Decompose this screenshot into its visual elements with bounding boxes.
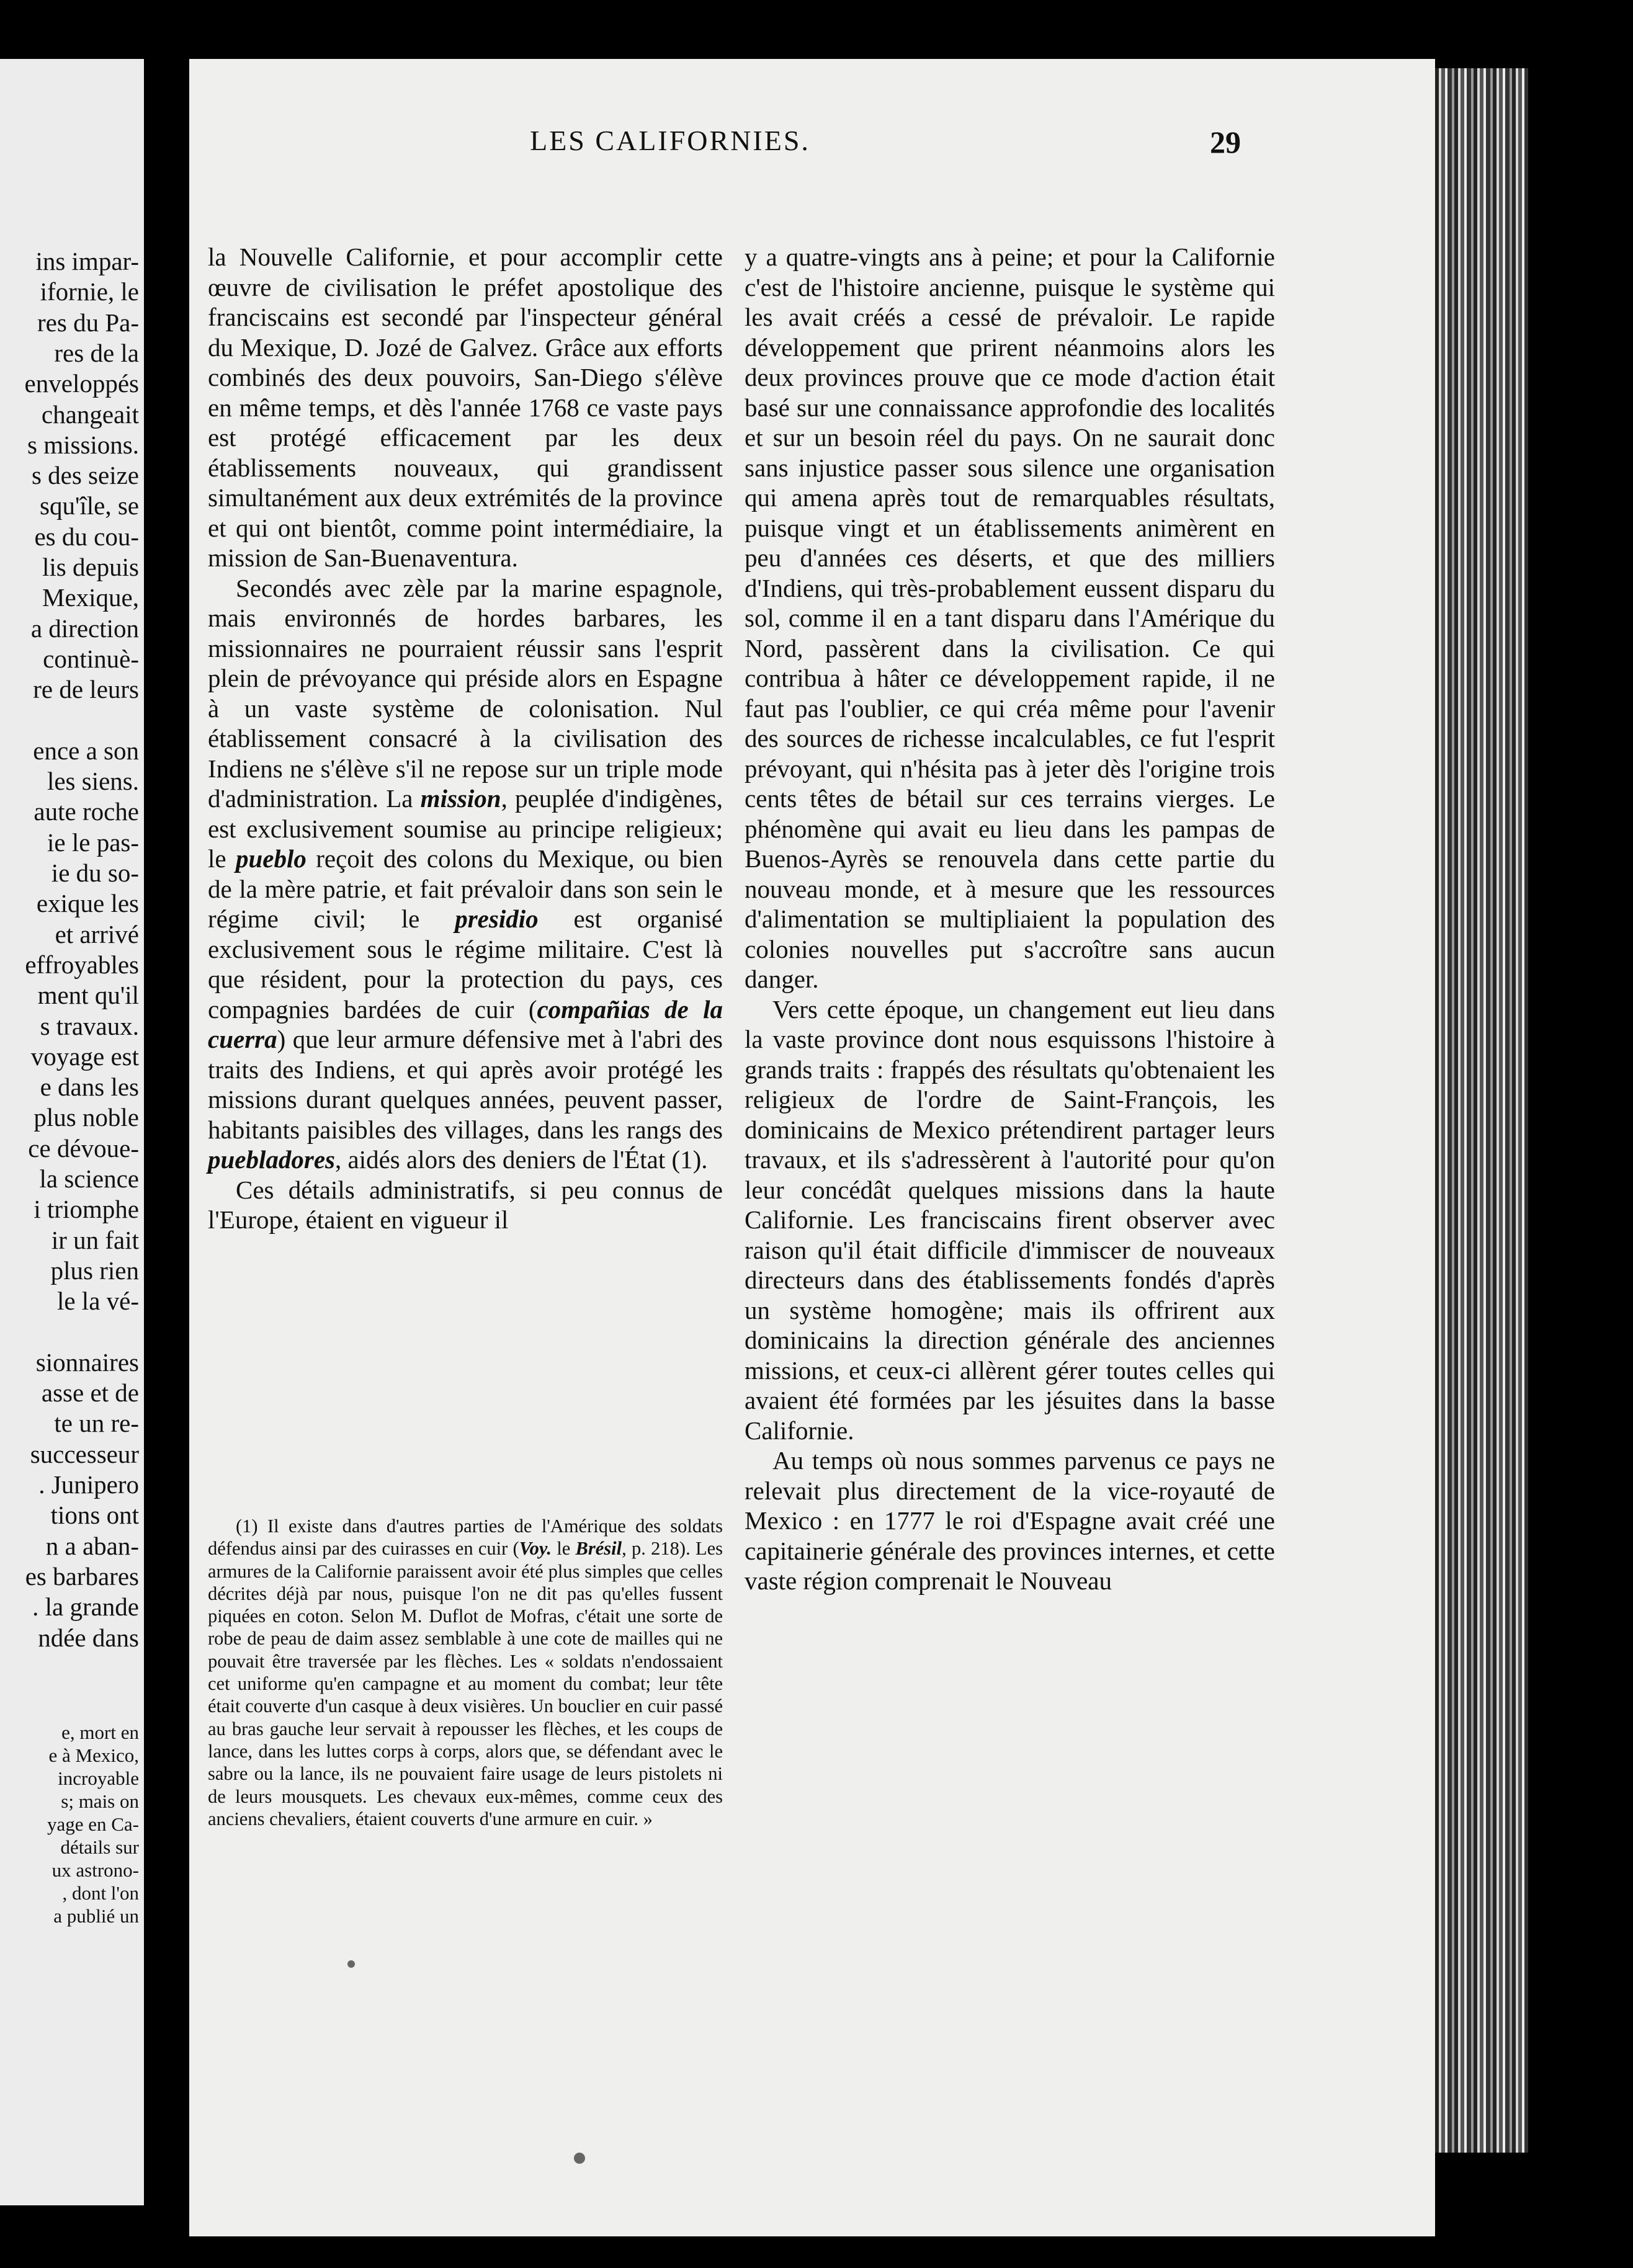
paragraph: Au temps où nous sommes parvenus ce pays ne relevait plus directement de la vice-royauté de Mexico : en 1777 le roi d'Espagne avait créé une capitainerie générale des provinces internes, et cette vaste région comprenait le Nouveau	[745, 1446, 1275, 1595]
left-page-line: es barbares	[25, 1561, 139, 1591]
left-page-line: voyage est	[30, 1042, 139, 1071]
footnote	[208, 1515, 723, 1830]
left-page-line: les siens.	[47, 767, 139, 796]
left-page-line: es du cou-	[34, 522, 139, 551]
left-page-note-line: , dont l'on	[62, 1882, 139, 1904]
left-page-line: ir un fait	[51, 1225, 139, 1254]
left-page-line: s travaux.	[40, 1011, 139, 1040]
left-page-line: ndée dans	[38, 1623, 139, 1652]
left-page-line: i triomphe	[34, 1195, 139, 1224]
left-page-line: tions ont	[50, 1501, 139, 1530]
paragraph: Vers cette époque, un changement eut lieu dans la vaste province dont nous esquissons l'histoire à grands traits : frappés des résultats qu'obtenaient les religieux de l'ordre de Saint-François, les dominicains de Mexico prétendirent partager leurs travaux, et ils s'adressèrent à l'autorité pour qu'on leur concédât quelques missions dans la haute Californie. Les franciscains firent observer avec raison qu'il était difficile d'immiscer de nouveaux directeurs dans des établissements fondés d'après un système homogène; mais ils offrirent aux dominicains la direction générale des anciennes missions, et ceux-ci allèrent gérer toutes celles qui avaient été formées par les jésuites dans la basse Californie.	[745, 994, 1275, 1445]
left-facing-page	[0, 59, 144, 2205]
left-page-line: ence a son	[33, 736, 139, 765]
left-page-line: ie le pas-	[47, 828, 139, 857]
text-column-left	[208, 242, 723, 1235]
text-column-right	[745, 242, 1275, 1596]
left-page-line: e dans les	[40, 1073, 139, 1102]
left-page-line: sionnaires	[35, 1347, 139, 1377]
left-page-line: re de leurs	[33, 675, 139, 704]
left-page-note-line: yage en Ca-	[47, 1813, 139, 1835]
left-page-line: continuè-	[43, 644, 139, 673]
left-page-note-line: détails sur	[60, 1836, 139, 1858]
left-page-line: s missions.	[27, 430, 139, 459]
left-page-line: squ'île, se	[40, 491, 139, 520]
scan-speck	[574, 2153, 585, 2164]
footnote-text: (1) Il existe dans d'autres parties de l'Amérique des soldats défendus ainsi par des cuirasses en cuir (Voy. le Brésil, p. 218). Les armures de la Californie paraissent avoir été plus simples que celles décrites déjà par nous, puisque l'on ne dit pas qu'elles fussent piquées en coton. Selon M. Duflot de Mofras, c'était une sorte de robe de peau de daim assez semblable à une cote de mailles qui ne pouvait être traversée par les flèches. Les « soldats n'endossaient cet uniforme qu'en campagne et au moment du combat; leur tête était couverte d'un casque à deux visières. Un bouclier en cuir passé au bras gauche leur servait à repousser les flèches, et les coups de lance, dans les luttes corps à corps, alors que, se défendant avec le sabre ou la lance, ils ne pouvaient faire usage de leurs pistolets ni de leurs mousquets. Les chevaux eux-mêmes, comme ceux des anciens chevaliers, étaient couverts d'une armure en cuir. »	[208, 1516, 723, 1829]
left-page-line: lis depuis	[42, 553, 139, 581]
left-page-line: changeait	[41, 400, 139, 429]
left-page-line: la science	[39, 1164, 139, 1193]
left-page-line: et arrivé	[55, 919, 139, 949]
left-page-line: n a aban-	[45, 1531, 139, 1560]
paragraph: Ces détails administratifs, si peu connus de l'Europe, étaient en vigueur il	[208, 1175, 723, 1234]
left-page-line: ifornie, le	[40, 277, 139, 306]
left-page-line: effroyables	[25, 950, 139, 979]
left-page-line: successeur	[30, 1439, 139, 1468]
running-header: LES CALIFORNIES.	[530, 125, 810, 156]
left-page-note-line: e à Mexico,	[48, 1744, 139, 1766]
page-number: 29	[1210, 125, 1241, 159]
left-page-line: Mexique,	[42, 583, 139, 612]
left-page-line: aute roche	[34, 797, 139, 826]
left-page-note-line: incroyable	[58, 1767, 139, 1789]
left-page-line: . la grande	[32, 1592, 139, 1622]
italic-term: mission	[420, 784, 501, 813]
left-page-line: ce dévoue-	[28, 1133, 139, 1163]
left-page-line: s des seize	[31, 461, 139, 490]
paragraph: la Nouvelle Californie, et pour accomplir cette œuvre de civilisation le préfet apostolique des franciscains est secondé par l'inspecteur général du Mexique, D. Jozé de Galvez. Grâce aux efforts combinés des deux pouvoirs, San-Diego s'élève en même temps, et dès l'année 1768 ce vaste pays est protégé efficacement par les deux établissements nouveaux, qui grandissent simultanément aux deux extrémités de la province et qui ont bientôt, comme point intermédiaire, la mission de San-Buenaventura.	[208, 243, 723, 572]
left-page-line: exique les	[36, 889, 139, 918]
italic-term: puebladores	[208, 1145, 335, 1174]
left-page-line: . Junipero	[38, 1470, 139, 1499]
left-page-note-line: e, mort en	[61, 1721, 139, 1743]
left-page-line: plus rien	[50, 1256, 139, 1285]
left-page-note-line: a publié un	[53, 1905, 139, 1927]
left-page-line: enveloppés	[24, 369, 139, 398]
left-page-line: asse et de	[41, 1378, 139, 1408]
left-page-line: plus noble	[34, 1103, 139, 1132]
paragraph: y a quatre-vingts ans à peine; et pour la Californie c'est de l'histoire ancienne, puisque le système qui les avait créés a cessé de prévaloir. Le rapide développement que prirent néanmoins alors les deux provinces prouve que ce mode d'action était basé sur une connaissance approfondie des localités et sur un besoin réel du pays. On ne saurait donc sans injustice passer sous silence une organisation qui amena après tout de remarquables résultats, puisque vingt et un établissements animèrent en peu d'années ces déserts, et que des milliers d'Indiens, qui très-probablement eussent disparu du sol, comme il en a tant disparu dans l'Amérique du Nord, passèrent dans la civilisation. Ce qui contribua à hâter ce développement rapide, il ne faut pas l'oublier, ce qui créa même pour l'avenir des sources de richesse incalculables, ce fut l'esprit prévoyant, qui n'hésita pas à jeter dès l'origine trois cents têtes de bétail sur ces terrains vierges. Le phénomène qui avait eu lieu dans les pampas de Buenos-Ayrès se renouvela dans cette partie du nouveau monde, et à mesure que les ressources d'alimentation se multipliaient la population des colonies nouvelles put s'accroître sans aucun danger.	[745, 243, 1275, 993]
page-edges	[1435, 68, 1528, 2153]
left-page-line: te un re-	[54, 1409, 139, 1438]
left-page-note-line: ux astrono-	[51, 1859, 139, 1881]
italic-term: presidio	[455, 904, 539, 933]
paragraph: Secondés avec zèle par la marine espagnole, mais environnés de hordes barbares, les missionnaires ne pourraient réussir sans l'esprit plein de prévoyance qui préside alors en Espagne à un vaste système de colonisation. Nul établissement consacré à la civilisation des Indiens ne s'élève s'il ne repose sur un triple mode d'administration. La mission, peuplée d'indigènes, est exclusivement soumise au principe religieux; le pueblo reçoit des colons du Mexique, ou bien de la mère patrie, et fait prévaloir dans son sein le régime civil; le presidio est organisé exclusivement sous le régime militaire. C'est là que résident, pour la protection du pays, ces compagnies bardées de cuir (compañias de la cuerra) que leur armure défensive met à l'abri des traits des Indiens, et qui après avoir protégé les missions durant quelques années, peuvent passer, habitants paisibles des villages, dans les rangs des puebladores, aidés alors des deniers de l'État (1).	[208, 573, 723, 1174]
left-page-line: ie du so-	[51, 859, 139, 887]
scan-speck	[347, 1960, 355, 1968]
italic-term: compañias de la cuerra	[208, 994, 723, 1053]
left-page-line: res du Pa-	[37, 308, 139, 337]
italic-term: pueblo	[235, 844, 306, 873]
left-page-line: a direction	[30, 614, 139, 643]
left-page-line: res de la	[54, 338, 139, 367]
left-page-note-line: s; mais on	[61, 1790, 139, 1812]
left-page-line: le la vé-	[56, 1287, 139, 1316]
left-page-line: ment qu'il	[37, 981, 139, 1010]
left-page-line: ins impar-	[35, 247, 139, 275]
